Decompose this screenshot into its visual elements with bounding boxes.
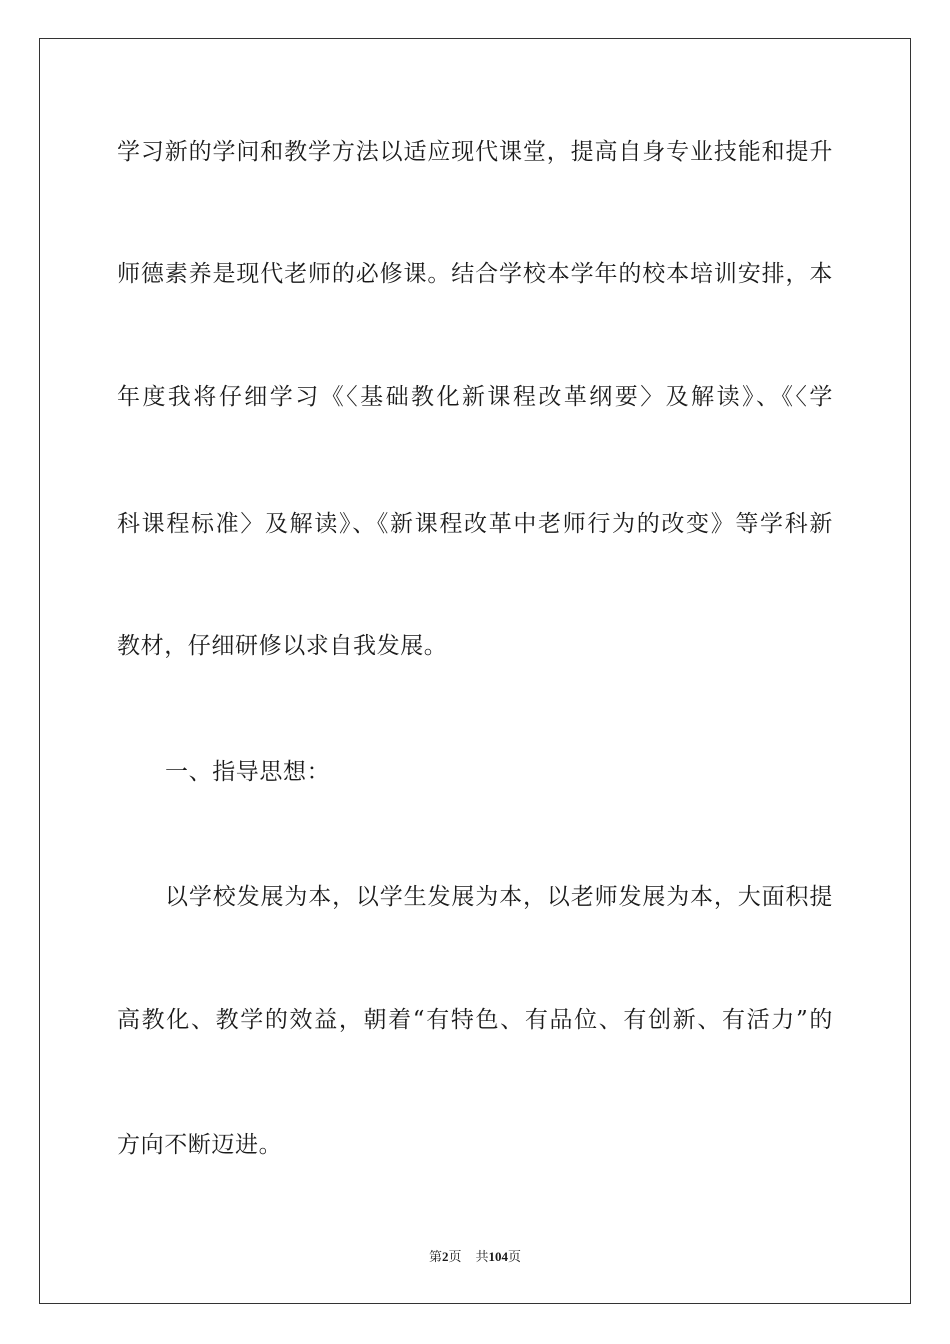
para2-line-2: 高教化、教学的效益，朝着“有特色、有品位、有创新、有活力”的	[117, 1007, 833, 1033]
footer-total-suffix: 页	[508, 1249, 522, 1264]
body-line-4: 科课程标准〉及解读》、《新课程改革中老师行为的改变》等学科新	[117, 511, 833, 537]
body-line-2: 师德素养是现代老师的必修课。结合学校本学年的校本培训安排，本	[117, 261, 833, 287]
para2-line-3: 方向不断迈进。	[117, 1132, 283, 1158]
page-footer	[0, 1248, 950, 1266]
section-heading: 一、指导思想：	[165, 759, 331, 785]
para2-line-1: 以学校发展为本，以学生发展为本，以老师发展为本，大面积提	[165, 884, 833, 910]
footer-total-prefix: 共	[475, 1249, 489, 1264]
body-line-3: 年度我将仔细学习《〈基础教化新课程改革纲要〉及解读》、《〈学	[117, 384, 833, 410]
body-line-1: 学习新的学问和教学方法以适应现代课堂，提高自身专业技能和提升	[117, 139, 833, 165]
footer-page-suffix: 页	[448, 1249, 462, 1264]
footer-page-prefix: 第	[428, 1249, 442, 1264]
footer-page-number: 2	[441, 1249, 449, 1264]
page-border	[39, 38, 911, 1304]
body-line-5: 教材，仔细研修以求自我发展。	[117, 633, 448, 659]
footer-total-pages: 104	[488, 1249, 509, 1264]
